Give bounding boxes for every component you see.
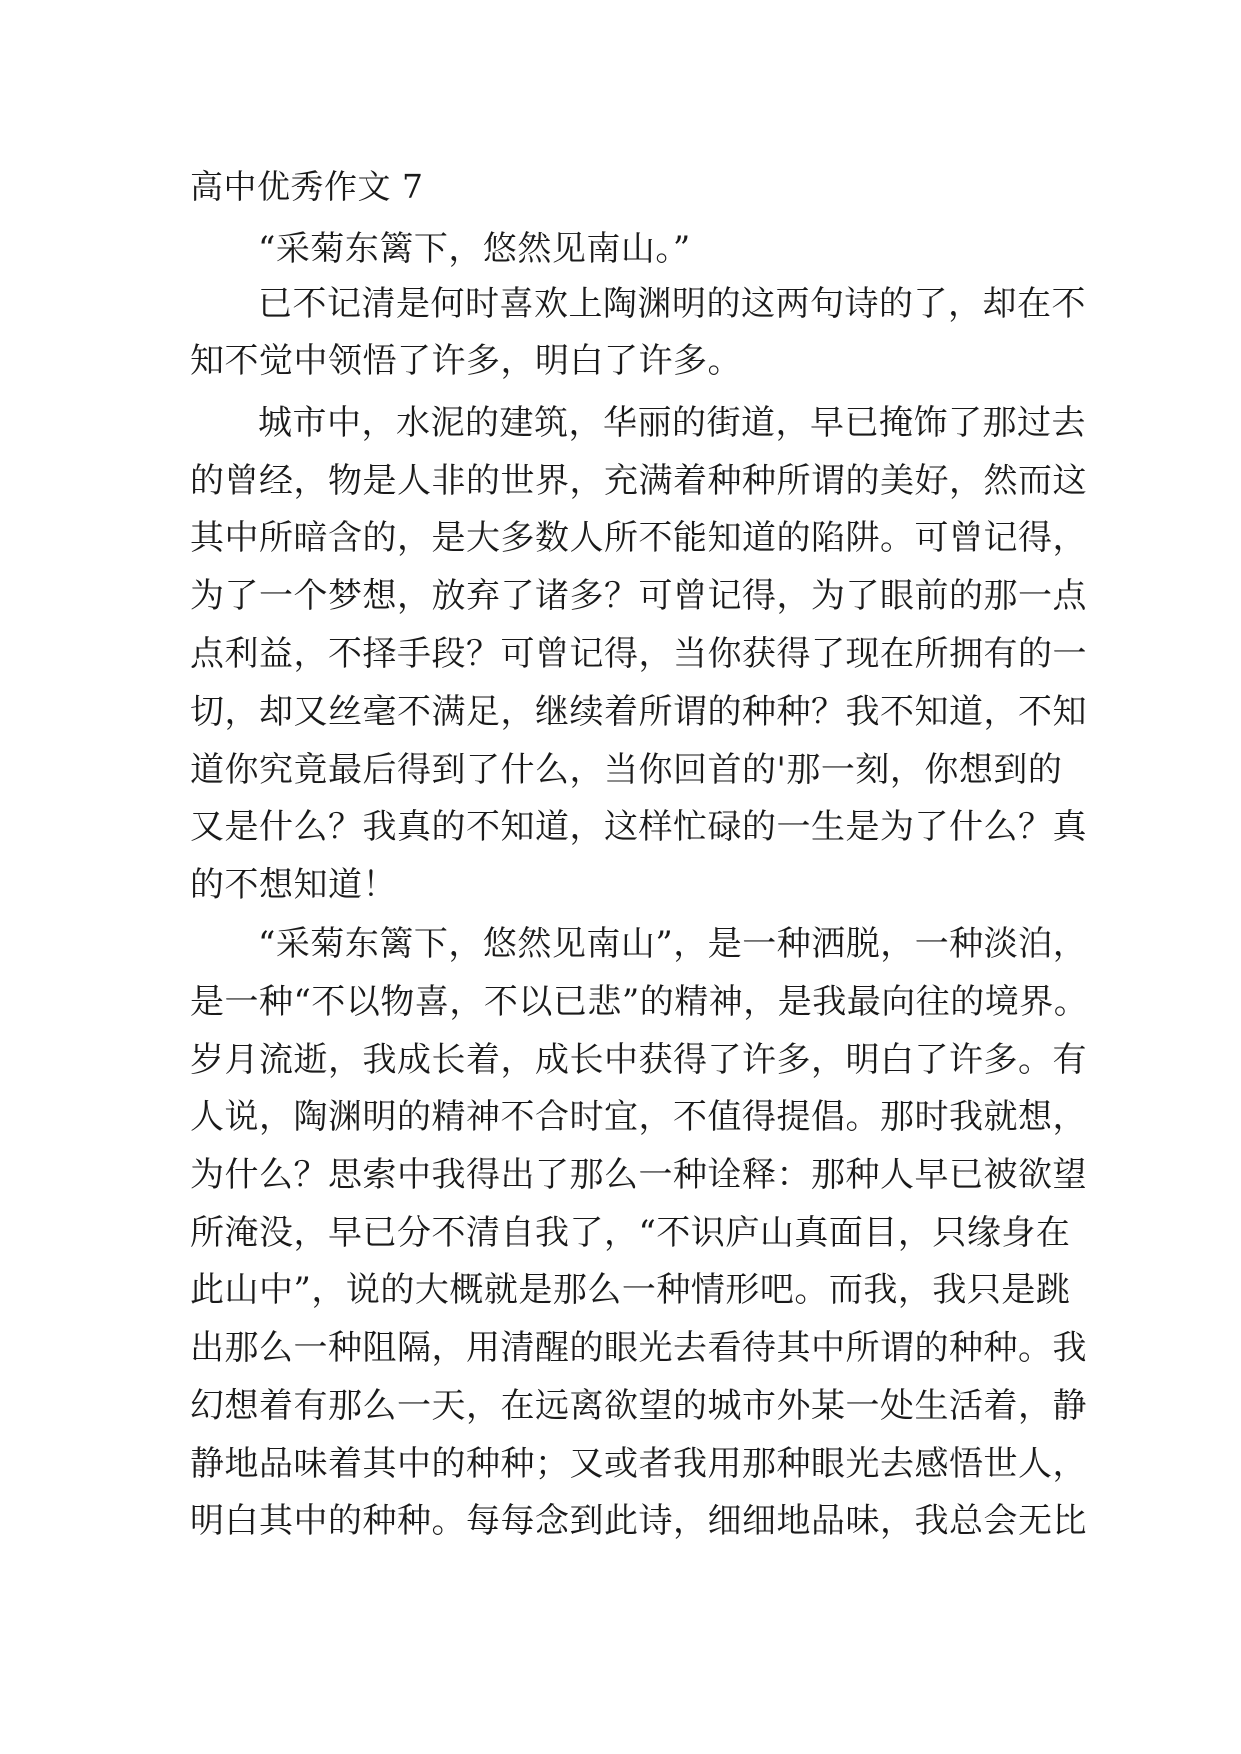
text-line: “采菊东篱下，悠然见南山”，是一种洒脱，一种淡泊， <box>258 924 1088 964</box>
text-line: 所淹没，早已分不清自我了，“不识庐山真面目，只缘身在 <box>190 1213 1071 1253</box>
text-line: 城市中，水泥的建筑，华丽的街道，早已掩饰了那过去 <box>258 403 1086 443</box>
text-line: 的曾经，物是人非的世界，充满着种种所谓的美好，然而这 <box>190 461 1087 501</box>
text-line: 出那么一种阻隔，用清醒的眼光去看待其中所谓的种种。我 <box>190 1328 1087 1368</box>
text-line: 幻想着有那么一天，在远离欲望的城市外某一处生活着，静 <box>190 1386 1087 1426</box>
text-line: 的不想知道！ <box>190 865 397 905</box>
text-line: 知不觉中领悟了许多，明白了许多。 <box>190 341 742 381</box>
text-line: 人说，陶渊明的精神不合时宜，不值得提倡。那时我就想， <box>190 1097 1087 1137</box>
text-line: 此山中”，说的大概就是那么一种情形吧。而我，我只是跳 <box>190 1270 1071 1310</box>
text-line: 为了一个梦想，放弃了诸多？可曾记得，为了眼前的那一点 <box>190 576 1087 616</box>
document-title: 高中优秀作文 7 <box>190 167 424 206</box>
text-line: 道你究竟最后得到了什么，当你回首的'那一刻，你想到的 <box>190 750 1063 790</box>
text-line: 又是什么？我真的不知道，这样忙碌的一生是为了什么？真 <box>190 807 1087 847</box>
text-line: 明白其中的种种。每每念到此诗，细细地品味，我总会无比 <box>190 1501 1087 1541</box>
text-line: 为什么？思索中我得出了那么一种诠释：那种人早已被欲望 <box>190 1155 1087 1195</box>
text-line: 静地品味着其中的种种；又或者我用那种眼光去感悟世人， <box>190 1444 1087 1484</box>
text-line: 岁月流逝，我成长着，成长中获得了许多，明白了许多。有 <box>190 1040 1087 1080</box>
text-line: 是一种“不以物喜，不以已悲”的精神，是我最向往的境界。 <box>190 982 1089 1022</box>
text-line: 点利益，不择手段？可曾记得，当你获得了现在所拥有的一 <box>190 634 1087 674</box>
text-line: 切，却又丝毫不满足，继续着所谓的种种？我不知道，不知 <box>190 692 1087 732</box>
text-line: 已不记清是何时喜欢上陶渊明的这两句诗的了，却在不 <box>258 284 1086 324</box>
text-line: 其中所暗含的，是大多数人所不能知道的陷阱。可曾记得， <box>190 518 1087 558</box>
text-line: “采菊东篱下，悠然见南山。” <box>258 229 691 269</box>
